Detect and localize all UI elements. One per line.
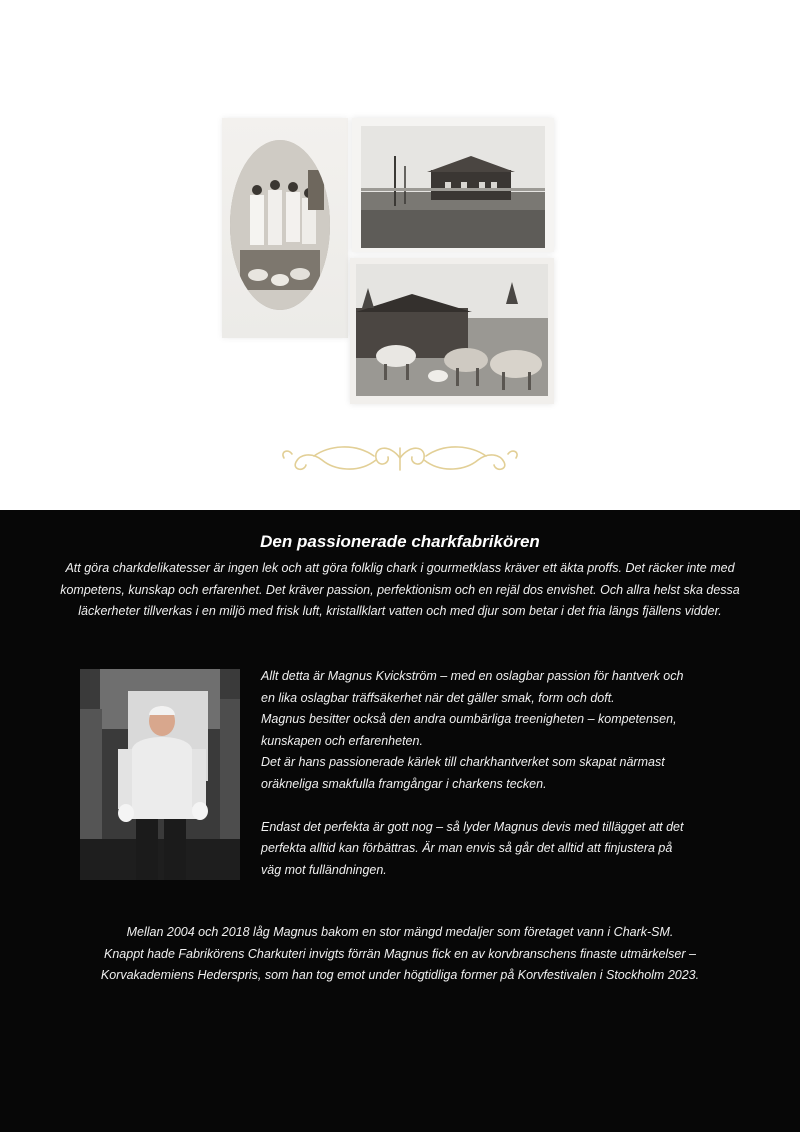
biography-text [261,666,731,881]
body-line: Endast det perfekta är gott nog – så lyder Magnus devis med tillägget att det [261,819,684,834]
intro-line: Att göra charkdelikatesser är ingen lek och att göra folklig chark i gourmetklass kräver ett äkta proffs. Det räcker inte med [65,561,735,575]
oval-vintage-photo-women [222,118,348,338]
portrait-photo-magnus [80,669,240,880]
body-line: en lika oslagbar träffsäkerhet när det gäller smak, form och doft. [261,690,615,705]
closing-line: Korvakademiens Hederspris, som han tog emot under högtidliga former på Korvfestivalen i Stockholm 2023. [100,968,700,982]
body-line: väg mot fulländningen. [261,862,387,877]
closing-paragraph [36,922,764,987]
gold-ornament-divider [278,440,522,476]
section-heading: Den passionerade charkfabrikören [260,532,540,551]
body-line: oräkneliga smakfulla framgångar i charkens tecken. [261,776,547,791]
body-line: kunskapen och erfarenheten. [261,733,423,748]
body-line: Det är hans passionerade kärlek till charkhantverket som skapat närmast [261,755,665,769]
cows-image [356,264,548,396]
dark-text-section [0,510,800,1132]
body-line: Allt detta är Magnus Kvickström – med en oslagbar passion för hantverk och [261,669,684,683]
vintage-photo-cows [350,258,554,404]
vintage-photo-farmhouse [352,118,554,252]
body-line: perfekta alltid kan förbättras. Är man envis så går det alltid att finjustera på [261,841,673,855]
closing-line: Knappt hade Fabrikörens Charkuteri invigts förrän Magnus fick en av korvbranschens finaste utmärkelser – [104,946,696,961]
oval-portrait-image [230,140,330,310]
farmhouse-image [361,126,545,248]
body-line: Magnus besitter också den andra oumbärliga treenigheten – kompetensen, [261,712,677,726]
photo-collage-area [0,0,800,510]
closing-line: Mellan 2004 och 2018 låg Magnus bakom en stor mängd medaljer som företaget vann i Chark-SM. [126,925,674,939]
intro-line: läckerheter tillverkas i en miljö med frisk luft, kristallklart vatten och med djur som betar i det fria längs fjällens vidder. [78,604,722,618]
intro-paragraph [36,558,764,623]
paragraph-spacer [261,795,731,817]
intro-line: kompetens, kunskap och erfarenhet. Det kräver passion, perfektionism och en rejäl dos envishet. Och allra helst ska dessa [60,582,740,597]
